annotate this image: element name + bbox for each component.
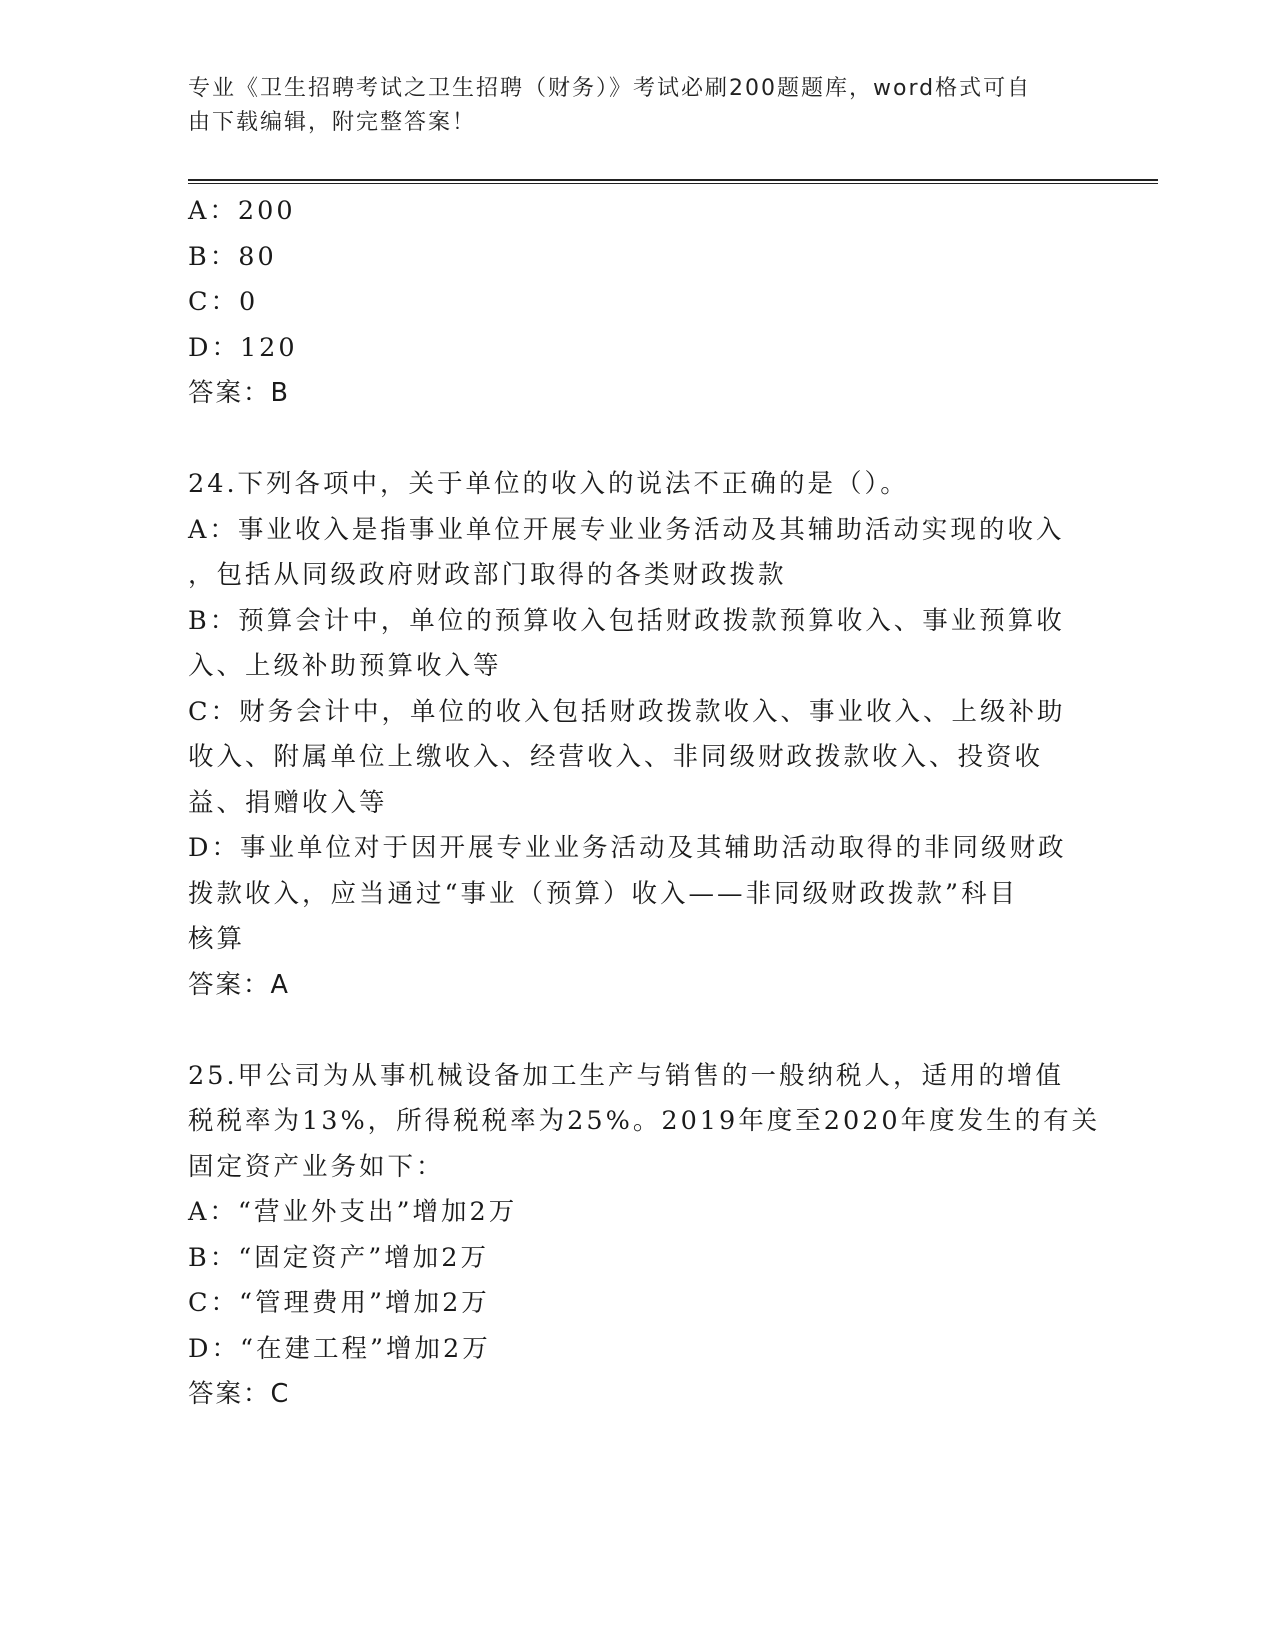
q25-stem-line-1: 25.甲公司为从事机械设备加工生产与销售的一般纳税人，适用的增值 xyxy=(188,1060,1065,1091)
question-25 xyxy=(188,1054,1101,1418)
header-line-2: 由下载编辑，附完整答案！ xyxy=(188,110,477,135)
q24-stem: 24.下列各项中，关于单位的收入的说法不正确的是（）。 xyxy=(188,469,909,499)
q24-answer: 答案：A xyxy=(188,969,290,1000)
q25-stem-line-3: 固定资产业务如下： xyxy=(188,1151,445,1182)
q23-option-b: B：80 xyxy=(188,241,277,272)
question-content xyxy=(188,189,1101,1418)
header-line-1: 专业《卫生招聘考试之卫生招聘（财务）》考试必刷200题题库，word格式可自 xyxy=(188,76,1032,101)
q24-option-b-line-2: 入、上级补助预算收入等 xyxy=(188,651,502,681)
q25-option-c: C：“管理费用”增加2万 xyxy=(188,1288,490,1318)
q25-stem-line-2: 税税率为13%，所得税税率为25%。2019年度至2020年度发生的有关 xyxy=(188,1106,1101,1136)
page-header xyxy=(188,72,1068,140)
q23-option-c: C：0 xyxy=(188,287,259,317)
q24-option-c-line-3: 益、捐赠收入等 xyxy=(188,787,388,818)
header-divider-thin xyxy=(188,183,1158,184)
q24-option-d-line-3: 核算 xyxy=(188,924,246,954)
spacer xyxy=(188,1008,1078,1054)
q23-option-a: A：200 xyxy=(188,196,296,226)
q24-option-c-line-2: 收入、附属单位上缴收入、经营收入、非同级财政拨款收入、投资收 xyxy=(188,742,1044,772)
q23-answer: 答案：B xyxy=(188,378,290,408)
q24-option-c-line-1: C：财务会计中，单位的收入包括财政拨款收入、事业收入、上级补助 xyxy=(188,696,1066,727)
q25-option-d: D：“在建工程”增加2万 xyxy=(188,1333,491,1364)
q24-option-a-line-2: ，包括从同级政府财政部门取得的各类财政拨款 xyxy=(188,560,787,590)
q23-option-d: D：120 xyxy=(188,332,298,363)
q24-option-a-line-1: A：事业收入是指事业单位开展专业业务活动及其辅助活动实现的收入 xyxy=(188,514,1065,545)
q25-answer: 答案：C xyxy=(188,1379,291,1409)
q24-option-b-line-1: B：预算会计中，单位的预算收入包括财政拨款预算收入、事业预算收 xyxy=(188,605,1065,636)
q24-option-d-line-2: 拨款收入，应当通过“事业（预算）收入——非同级财政拨款”科目 xyxy=(188,878,1019,909)
question-24 xyxy=(188,462,1078,1008)
spacer xyxy=(188,417,1078,463)
q24-option-d-line-1: D：事业单位对于因开展专业业务活动及其辅助活动取得的非同级财政 xyxy=(188,833,1067,863)
header-divider-thick xyxy=(188,179,1158,181)
question-23-options xyxy=(188,189,1078,417)
q25-option-b: B：“固定资产”增加2万 xyxy=(188,1242,490,1273)
q25-option-a: A：“营业外支出”增加2万 xyxy=(188,1197,518,1227)
